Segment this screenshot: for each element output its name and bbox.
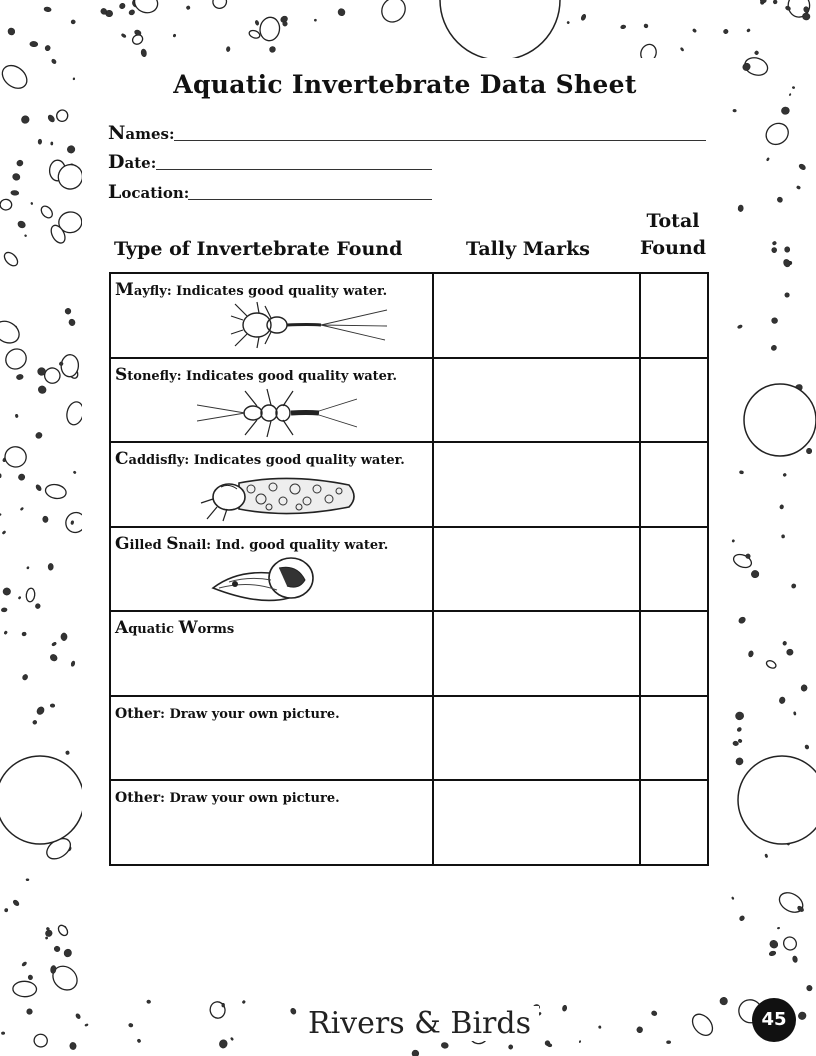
pebble-decoration — [2, 345, 31, 373]
label-word2: orms — [197, 622, 235, 637]
pebble-decoration — [242, 1000, 246, 1004]
pebble-decoration — [28, 974, 34, 980]
pebble-decoration — [377, 0, 410, 27]
pebble-decoration — [765, 854, 768, 858]
table-row — [110, 780, 708, 865]
table-row — [110, 611, 708, 696]
pebble-decoration — [47, 114, 56, 123]
total-found-cell[interactable] — [640, 358, 708, 443]
pebble-decoration — [211, 0, 229, 10]
pebble-decoration — [746, 28, 750, 32]
pebble-decoration — [26, 566, 29, 569]
pebble-decoration — [739, 915, 746, 922]
tally-marks-cell[interactable] — [433, 696, 640, 781]
pebble-decoration — [806, 448, 812, 454]
pebble-decoration — [26, 879, 29, 881]
pebble-decoration — [248, 29, 261, 39]
pebble-decoration — [411, 1049, 420, 1056]
pebble-decoration — [30, 41, 38, 47]
pebble-decoration — [754, 50, 759, 55]
type-column-header: Type of Invertebrate Found — [114, 238, 403, 260]
pebble-decoration — [75, 1013, 81, 1020]
pebble-decoration — [268, 45, 276, 53]
pebble-decoration — [579, 1040, 581, 1043]
invertebrate-label — [115, 618, 234, 638]
pebble-decoration — [736, 727, 742, 733]
pebble-decoration — [1, 1032, 5, 1035]
pebble-decoration — [643, 23, 649, 29]
pebble-decoration — [20, 114, 31, 124]
pebble-decoration — [118, 2, 126, 10]
pebble-decoration — [85, 1023, 89, 1026]
pebble-decoration — [598, 1026, 601, 1029]
pebble-decoration — [784, 292, 791, 299]
invertebrate-type-cell — [110, 696, 433, 781]
pebble-decoration — [776, 196, 783, 203]
pebble-decoration — [692, 28, 697, 32]
pebble-decoration — [760, 0, 766, 3]
pebble-decoration — [784, 246, 790, 252]
tally-marks-cell[interactable] — [433, 611, 640, 696]
pebble-decoration — [290, 1007, 297, 1015]
pebble-decoration — [132, 0, 161, 16]
pebble-decoration — [35, 603, 41, 609]
pebble-decoration — [748, 650, 754, 657]
invertebrate-type-cell — [110, 358, 433, 443]
total-found-cell[interactable] — [640, 273, 708, 358]
pebble-decoration — [580, 14, 586, 21]
pebble-decoration — [51, 642, 56, 647]
pebble-decoration — [255, 20, 260, 26]
pebble-decoration — [797, 1011, 808, 1021]
label-cap1: C — [115, 449, 129, 469]
table-row — [110, 442, 708, 527]
pebble-decoration — [620, 24, 626, 29]
pebble-decoration — [44, 45, 51, 52]
pebble-decoration — [51, 142, 53, 145]
pebble-decoration — [792, 955, 798, 962]
pebble-decoration — [779, 696, 786, 704]
label-cap2: S — [166, 533, 179, 554]
pebble-decoration — [781, 535, 784, 538]
pebble-decoration — [2, 530, 6, 534]
pebble-decoration — [781, 934, 799, 952]
pebble-decoration — [738, 205, 744, 212]
date-field — [108, 151, 438, 173]
pebble-decoration — [739, 470, 744, 474]
pebble-decoration — [751, 570, 759, 578]
data-sheet — [82, 58, 728, 996]
label-cap2: W — [178, 618, 198, 638]
page-title: Aquatic Invertebrate Data Sheet — [173, 70, 637, 99]
label-desc: : Indicates good quality water. — [166, 284, 388, 299]
table-row — [110, 696, 708, 781]
pebble-decoration — [12, 172, 21, 181]
pebble-decoration — [766, 157, 769, 161]
pebble-decoration — [719, 996, 728, 1005]
pebble-decoration — [26, 588, 36, 603]
label-desc: : Draw your own picture. — [160, 706, 340, 722]
pebble-decoration — [38, 139, 42, 144]
pebble-decoration — [791, 583, 797, 589]
tally-marks-cell[interactable] — [433, 780, 640, 865]
pebble-decoration — [22, 632, 27, 637]
pebble-decoration — [48, 563, 53, 570]
pebble-decoration — [15, 414, 18, 418]
pebble-decoration — [12, 899, 20, 907]
pebble-decoration — [49, 653, 58, 662]
pebble-decoration — [73, 78, 75, 80]
pebble-decoration — [787, 649, 794, 655]
pebble-decoration — [783, 473, 787, 477]
pebble-decoration — [773, 0, 777, 4]
invertebrate-type-cell — [110, 611, 433, 696]
names-colon: : — [168, 125, 175, 143]
pebble-decoration — [146, 1000, 151, 1004]
pebble-decoration — [793, 712, 796, 716]
pebble-decoration — [337, 7, 347, 17]
pebble-decoration — [33, 1033, 49, 1049]
pebble-decoration — [772, 241, 777, 246]
total-header-line1: Total — [646, 210, 700, 232]
pebble-decoration — [35, 484, 42, 492]
label-word2: nail — [178, 537, 207, 553]
pebble-decoration — [37, 385, 47, 395]
pebble-decoration — [800, 684, 807, 692]
pebble-decoration — [39, 204, 55, 220]
pebble-decoration — [806, 984, 814, 992]
names-field — [108, 122, 708, 144]
tally-marks-cell[interactable] — [433, 273, 640, 358]
tally-marks-cell[interactable] — [433, 527, 640, 612]
pebble-decoration — [31, 202, 33, 204]
pebble-decoration — [0, 513, 1, 515]
pebble-decoration — [50, 704, 55, 708]
location-colon: : — [183, 184, 190, 202]
label-word1: Other — [115, 790, 161, 806]
illustration-circle — [744, 384, 816, 456]
pebble-decoration — [735, 756, 745, 766]
total-found-cell[interactable] — [640, 611, 708, 696]
location-label: ocation — [121, 184, 184, 202]
pebble-decoration — [0, 474, 1, 478]
pebble-decoration — [121, 33, 127, 38]
pebble-decoration — [769, 950, 777, 956]
label-word1: addisfly — [128, 453, 185, 468]
pebble-decoration — [1, 608, 7, 613]
tally-marks-cell[interactable] — [433, 358, 640, 443]
label-cap1: G — [115, 533, 130, 554]
footer-title: Rivers & Birds — [300, 1006, 539, 1041]
pebble-decoration — [314, 19, 316, 21]
pebble-decoration — [16, 374, 24, 380]
pebble-decoration — [738, 616, 747, 625]
pebble-decoration — [218, 1039, 228, 1050]
location-field — [108, 181, 438, 203]
names-label-initial: N — [108, 122, 126, 144]
pebble-decoration — [733, 109, 737, 112]
pebble-decoration — [0, 199, 12, 210]
pebble-decoration — [11, 190, 19, 195]
pebble-decoration — [57, 924, 70, 938]
pebble-decoration — [21, 961, 27, 967]
pebble-decoration — [128, 9, 135, 16]
date-colon: : — [150, 154, 157, 172]
pebble-decoration — [733, 741, 739, 746]
invertebrate-label — [115, 449, 405, 469]
location-label-initial: L — [108, 181, 122, 203]
pebble-decoration — [69, 1042, 76, 1050]
pebble-decoration — [35, 706, 45, 716]
pebble-decoration — [772, 318, 778, 324]
pebble-decoration — [562, 1005, 567, 1012]
names-line[interactable] — [174, 140, 706, 141]
pebble-decoration — [32, 720, 37, 725]
invertebrate-label — [115, 703, 340, 723]
pebble-decoration — [735, 711, 745, 721]
pebble-decoration — [636, 1026, 642, 1033]
date-label: ate — [124, 154, 151, 172]
pebble-decoration — [67, 145, 76, 154]
label-cap1: A — [115, 618, 129, 638]
pebble-decoration — [226, 46, 230, 51]
pebble-decoration — [547, 1043, 552, 1047]
label-desc: : Ind. good quality water. — [206, 537, 389, 553]
pebble-decoration — [18, 596, 21, 599]
pebble-decoration — [0, 317, 23, 347]
pebble-decoration — [731, 897, 734, 900]
label-desc: : Indicates good quality water. — [184, 453, 405, 468]
label-desc: : Draw your own picture. — [160, 791, 340, 806]
invertebrate-type-cell — [110, 527, 433, 612]
pebble-decoration — [55, 108, 70, 123]
pebble-decoration — [44, 7, 52, 13]
pebble-decoration — [230, 1037, 233, 1041]
invertebrate-table — [109, 272, 709, 866]
pebble-decoration — [680, 47, 684, 51]
total-header-line2: Found — [639, 237, 707, 259]
pebble-decoration — [63, 948, 73, 958]
label-cap1: S — [115, 364, 128, 385]
pebble-decoration — [186, 5, 191, 10]
pebble-decoration — [441, 1042, 449, 1049]
pebble-decoration — [51, 58, 57, 64]
location-line[interactable] — [188, 199, 432, 200]
pebble-decoration — [4, 445, 28, 468]
label-word1: ayfly — [133, 284, 167, 299]
label-desc: : Indicates good quality water. — [176, 368, 398, 384]
pebble-decoration — [768, 939, 779, 950]
pebble-decoration — [783, 641, 787, 646]
pebble-decoration — [283, 21, 288, 26]
pebble-decoration — [44, 483, 67, 500]
pebble-decoration — [567, 21, 570, 24]
total-column-header — [638, 208, 708, 262]
label-word1: tonefly — [127, 368, 177, 384]
pebble-decoration — [508, 1044, 514, 1050]
pebble-decoration — [16, 159, 24, 167]
pebble-decoration — [4, 908, 8, 912]
pebble-decoration — [173, 34, 176, 37]
invertebrate-type-cell — [110, 780, 433, 865]
pebble-decoration — [2, 250, 20, 268]
invertebrate-label — [115, 787, 340, 807]
pebble-decoration — [772, 247, 777, 252]
pebble-decoration — [789, 93, 791, 96]
pebble-decoration — [792, 86, 795, 89]
pebble-decoration — [26, 1008, 34, 1016]
pebble-decoration — [777, 927, 780, 929]
total-found-cell[interactable] — [640, 442, 708, 527]
page-number: 45 — [752, 998, 796, 1042]
pebble-decoration — [723, 29, 728, 34]
pebble-decoration — [13, 981, 37, 997]
label-cap1: M — [115, 280, 134, 300]
pebble-decoration — [137, 1039, 141, 1043]
pebble-decoration — [64, 308, 71, 315]
label-word1: Other — [115, 705, 161, 722]
invertebrate-type-cell — [110, 442, 433, 527]
pebble-decoration — [0, 61, 31, 93]
pebble-decoration — [258, 16, 281, 42]
invertebrate-label — [115, 365, 397, 385]
pebble-decoration — [765, 659, 777, 669]
illustration-circle — [0, 756, 84, 844]
pebble-decoration — [20, 507, 24, 511]
tally-column-header: Tally Marks — [466, 238, 590, 260]
illustration-circle — [738, 756, 816, 844]
pebble-decoration — [71, 19, 76, 24]
date-line[interactable] — [156, 169, 432, 170]
pebble-decoration — [42, 516, 48, 523]
pebble-decoration — [798, 163, 806, 171]
table-row — [110, 527, 708, 612]
pebble-decoration — [222, 1003, 225, 1007]
total-found-cell[interactable] — [640, 696, 708, 781]
pebble-decoration — [4, 631, 8, 635]
pebble-decoration — [804, 744, 809, 749]
pebble-decoration — [35, 431, 44, 439]
pebble-decoration — [24, 234, 27, 236]
pebble-decoration — [796, 185, 800, 189]
pebble-decoration — [779, 504, 784, 509]
table-row — [110, 358, 708, 443]
pebble-decoration — [54, 945, 61, 952]
pebble-decoration — [68, 318, 76, 326]
pebble-decoration — [141, 49, 148, 58]
pebble-decoration — [128, 1023, 133, 1027]
date-label-initial: D — [108, 151, 125, 173]
pebble-decoration — [688, 1010, 716, 1039]
pebble-decoration — [3, 587, 11, 595]
pebble-decoration — [17, 220, 27, 230]
pebble-decoration — [17, 473, 26, 481]
invertebrate-type-cell — [110, 273, 433, 358]
invertebrate-label — [115, 280, 387, 300]
pebble-decoration — [732, 539, 735, 542]
pebble-decoration — [65, 751, 69, 755]
pebble-decoration — [781, 107, 790, 115]
table-row — [110, 273, 708, 358]
pebble-decoration — [70, 660, 75, 666]
pebble-decoration — [651, 1010, 658, 1016]
pebble-decoration — [7, 27, 17, 37]
names-label: ames — [125, 125, 169, 143]
pebble-decoration — [737, 324, 743, 329]
pebble-decoration — [770, 344, 777, 351]
pebble-decoration — [42, 366, 62, 386]
pebble-decoration — [782, 258, 791, 268]
pebble-decoration — [61, 633, 67, 641]
total-found-cell[interactable] — [640, 780, 708, 865]
pebble-decoration — [22, 673, 29, 680]
total-found-cell[interactable] — [640, 527, 708, 612]
pebble-decoration — [45, 937, 48, 940]
pebble-decoration — [776, 889, 806, 916]
pebble-decoration — [73, 471, 76, 474]
illustration-circle — [440, 0, 560, 60]
pebble-decoration — [762, 119, 792, 149]
tally-marks-cell[interactable] — [433, 442, 640, 527]
pebble-decoration — [666, 1041, 670, 1044]
label-word1: quatic — [128, 622, 179, 637]
label-word1: illed — [129, 537, 167, 553]
